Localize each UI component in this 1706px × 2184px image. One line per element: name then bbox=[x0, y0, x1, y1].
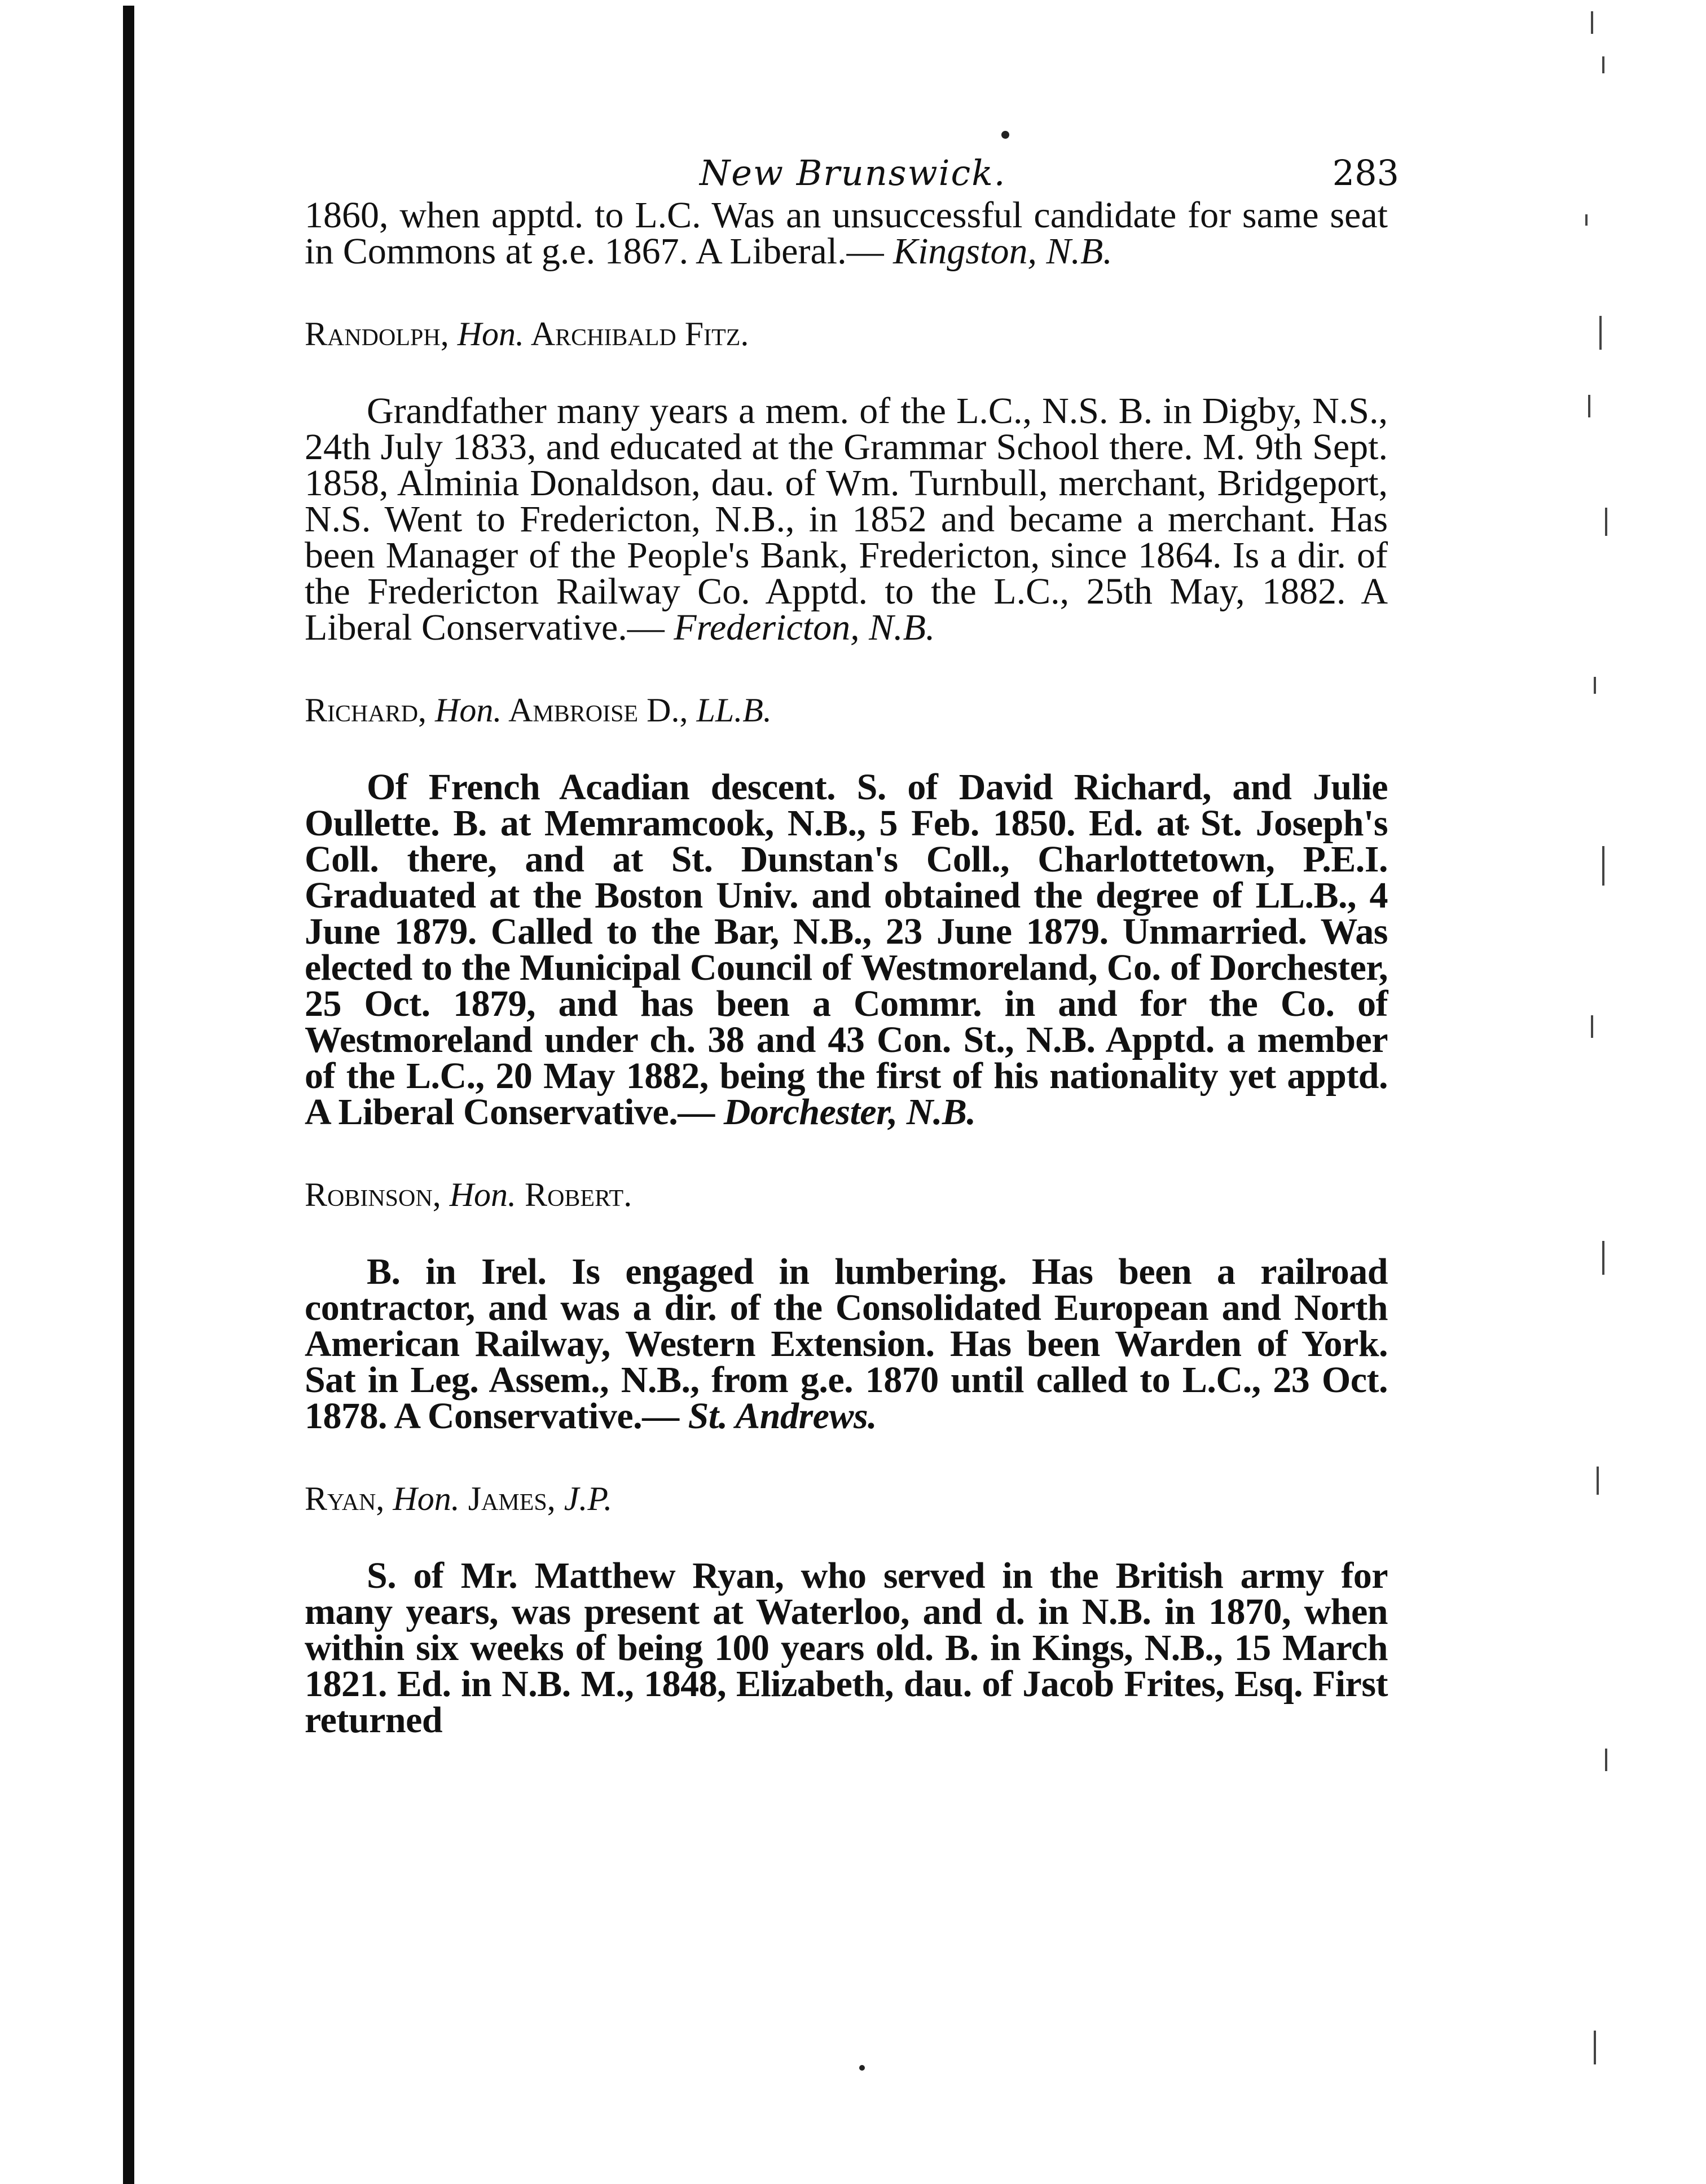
scan-speck bbox=[1001, 131, 1009, 139]
entry-heading-randolph bbox=[305, 315, 1388, 354]
scan-margin-noise bbox=[1580, 0, 1636, 2184]
page-content bbox=[305, 141, 1399, 1741]
entry-body: S. of Mr. Matthew Ryan, who served in the British army for many years, was present at Waterloo, and d. in N.B. in 1870, when within six weeks of being 100 years old. B. in Kings, N.B., 15 March 1821. Ed. in N.B. M., 1848, Elizabeth, dau. of Jacob Frites, Esq. First returned bbox=[305, 1555, 1388, 1741]
entry-heading-richard bbox=[305, 691, 1388, 730]
entry-body: Grandfather many years a mem. of the L.C., N.S. B. in Digby, N.S., 24th July 1833, and educated at the Grammar School there. M. 9th Sept. 1858, Alminia Donaldson, dau. of Wm. Turnbull, merchant, Bridgeport, N.S. Went to Fredericton, N.B., in 1852 and became a merchant. Has been Manager of the People's Bank, Fredericton, since 1864. Is a dir. of the Fredericton Railway Co. Apptd. to the L.C., 25th May, 1882. A Liberal Conservative.— bbox=[305, 390, 1388, 648]
entry-body: Of French Acadian descent. S. of David Richard, and Julie Oullette. B. at Memramcook, N.B., 5 Feb. 1850. Ed. at St. Joseph's Coll. there, and at St. Dunstan's Coll., Charlottetown, P.E.I. Graduated at the Boston Univ. and obtained the degree of LL.B., 4 June 1879. Called to the Bar, N.B., 23 June 1879. Unmarried. Was elected to the Municipal Council of Westmoreland, Co. of Dorchester, 25 Oct. 1879, and has been a Commr. in and for the Co. of Westmoreland under ch. 38 and 43 Con. St., N.B. Apptd. a member of the L.C., 20 May 1882, being the first of his nationality yet apptd. A Liberal Conservative.— bbox=[305, 767, 1388, 1133]
entry-suffix: J.P. bbox=[564, 1480, 613, 1517]
entry-given-names: Robert. bbox=[525, 1176, 632, 1213]
entry-surname: Richard, bbox=[305, 692, 427, 729]
entry-surname: Robinson, bbox=[305, 1176, 441, 1213]
entry-given-names: Archibald Fitz. bbox=[530, 315, 749, 353]
entry-text-robinson bbox=[305, 1251, 1388, 1437]
entry-text-ryan bbox=[305, 1555, 1388, 1741]
entry-honorific: Hon. bbox=[457, 315, 525, 353]
page-number: 283 bbox=[1332, 152, 1399, 193]
entry-body: B. in Irel. Is engaged in lumbering. Has been a railroad contractor, and was a dir. of the Consolidated European and North American Railway, Western Extension. Has been Warden of York. Sat in Leg. Assem., N.B., from g.e. 1870 until called to L.C., 23 Oct. 1878. A Conservative.— bbox=[305, 1251, 1388, 1437]
running-head-title: New Brunswick. bbox=[700, 152, 1006, 193]
entry-place: Dorchester, N.B. bbox=[723, 1091, 976, 1133]
entry-place: Fredericton, N.B. bbox=[674, 607, 935, 648]
entry-suffix: LL.B. bbox=[696, 692, 772, 729]
entry-place: St. Andrews. bbox=[688, 1395, 877, 1437]
entry-body: 1860, when apptd. to L.C. Was an unsuccessful candidate for same seat in Commons at g.e. 1867. A Liberal.— bbox=[305, 195, 1388, 272]
entry-surname: Ryan, bbox=[305, 1480, 385, 1517]
entry-given-names: James, bbox=[468, 1480, 556, 1517]
running-head bbox=[305, 141, 1399, 193]
entry-heading-ryan bbox=[305, 1480, 1388, 1518]
entry-honorific: Hon. bbox=[435, 692, 502, 729]
entry-given-names: Ambroise D., bbox=[508, 692, 688, 729]
scan-speck bbox=[859, 2065, 865, 2071]
entry-heading-robinson bbox=[305, 1175, 1388, 1214]
entry-place: Kingston, N.B. bbox=[893, 231, 1113, 272]
scan-binding-shadow bbox=[123, 6, 134, 2184]
entry-continuation-text bbox=[305, 197, 1388, 270]
entry-surname: Randolph, bbox=[305, 315, 449, 353]
entry-text-richard bbox=[305, 767, 1388, 1133]
entry-honorific: Hon. bbox=[449, 1176, 517, 1213]
entry-honorific: Hon. bbox=[393, 1480, 460, 1517]
entry-text-randolph bbox=[305, 390, 1388, 648]
